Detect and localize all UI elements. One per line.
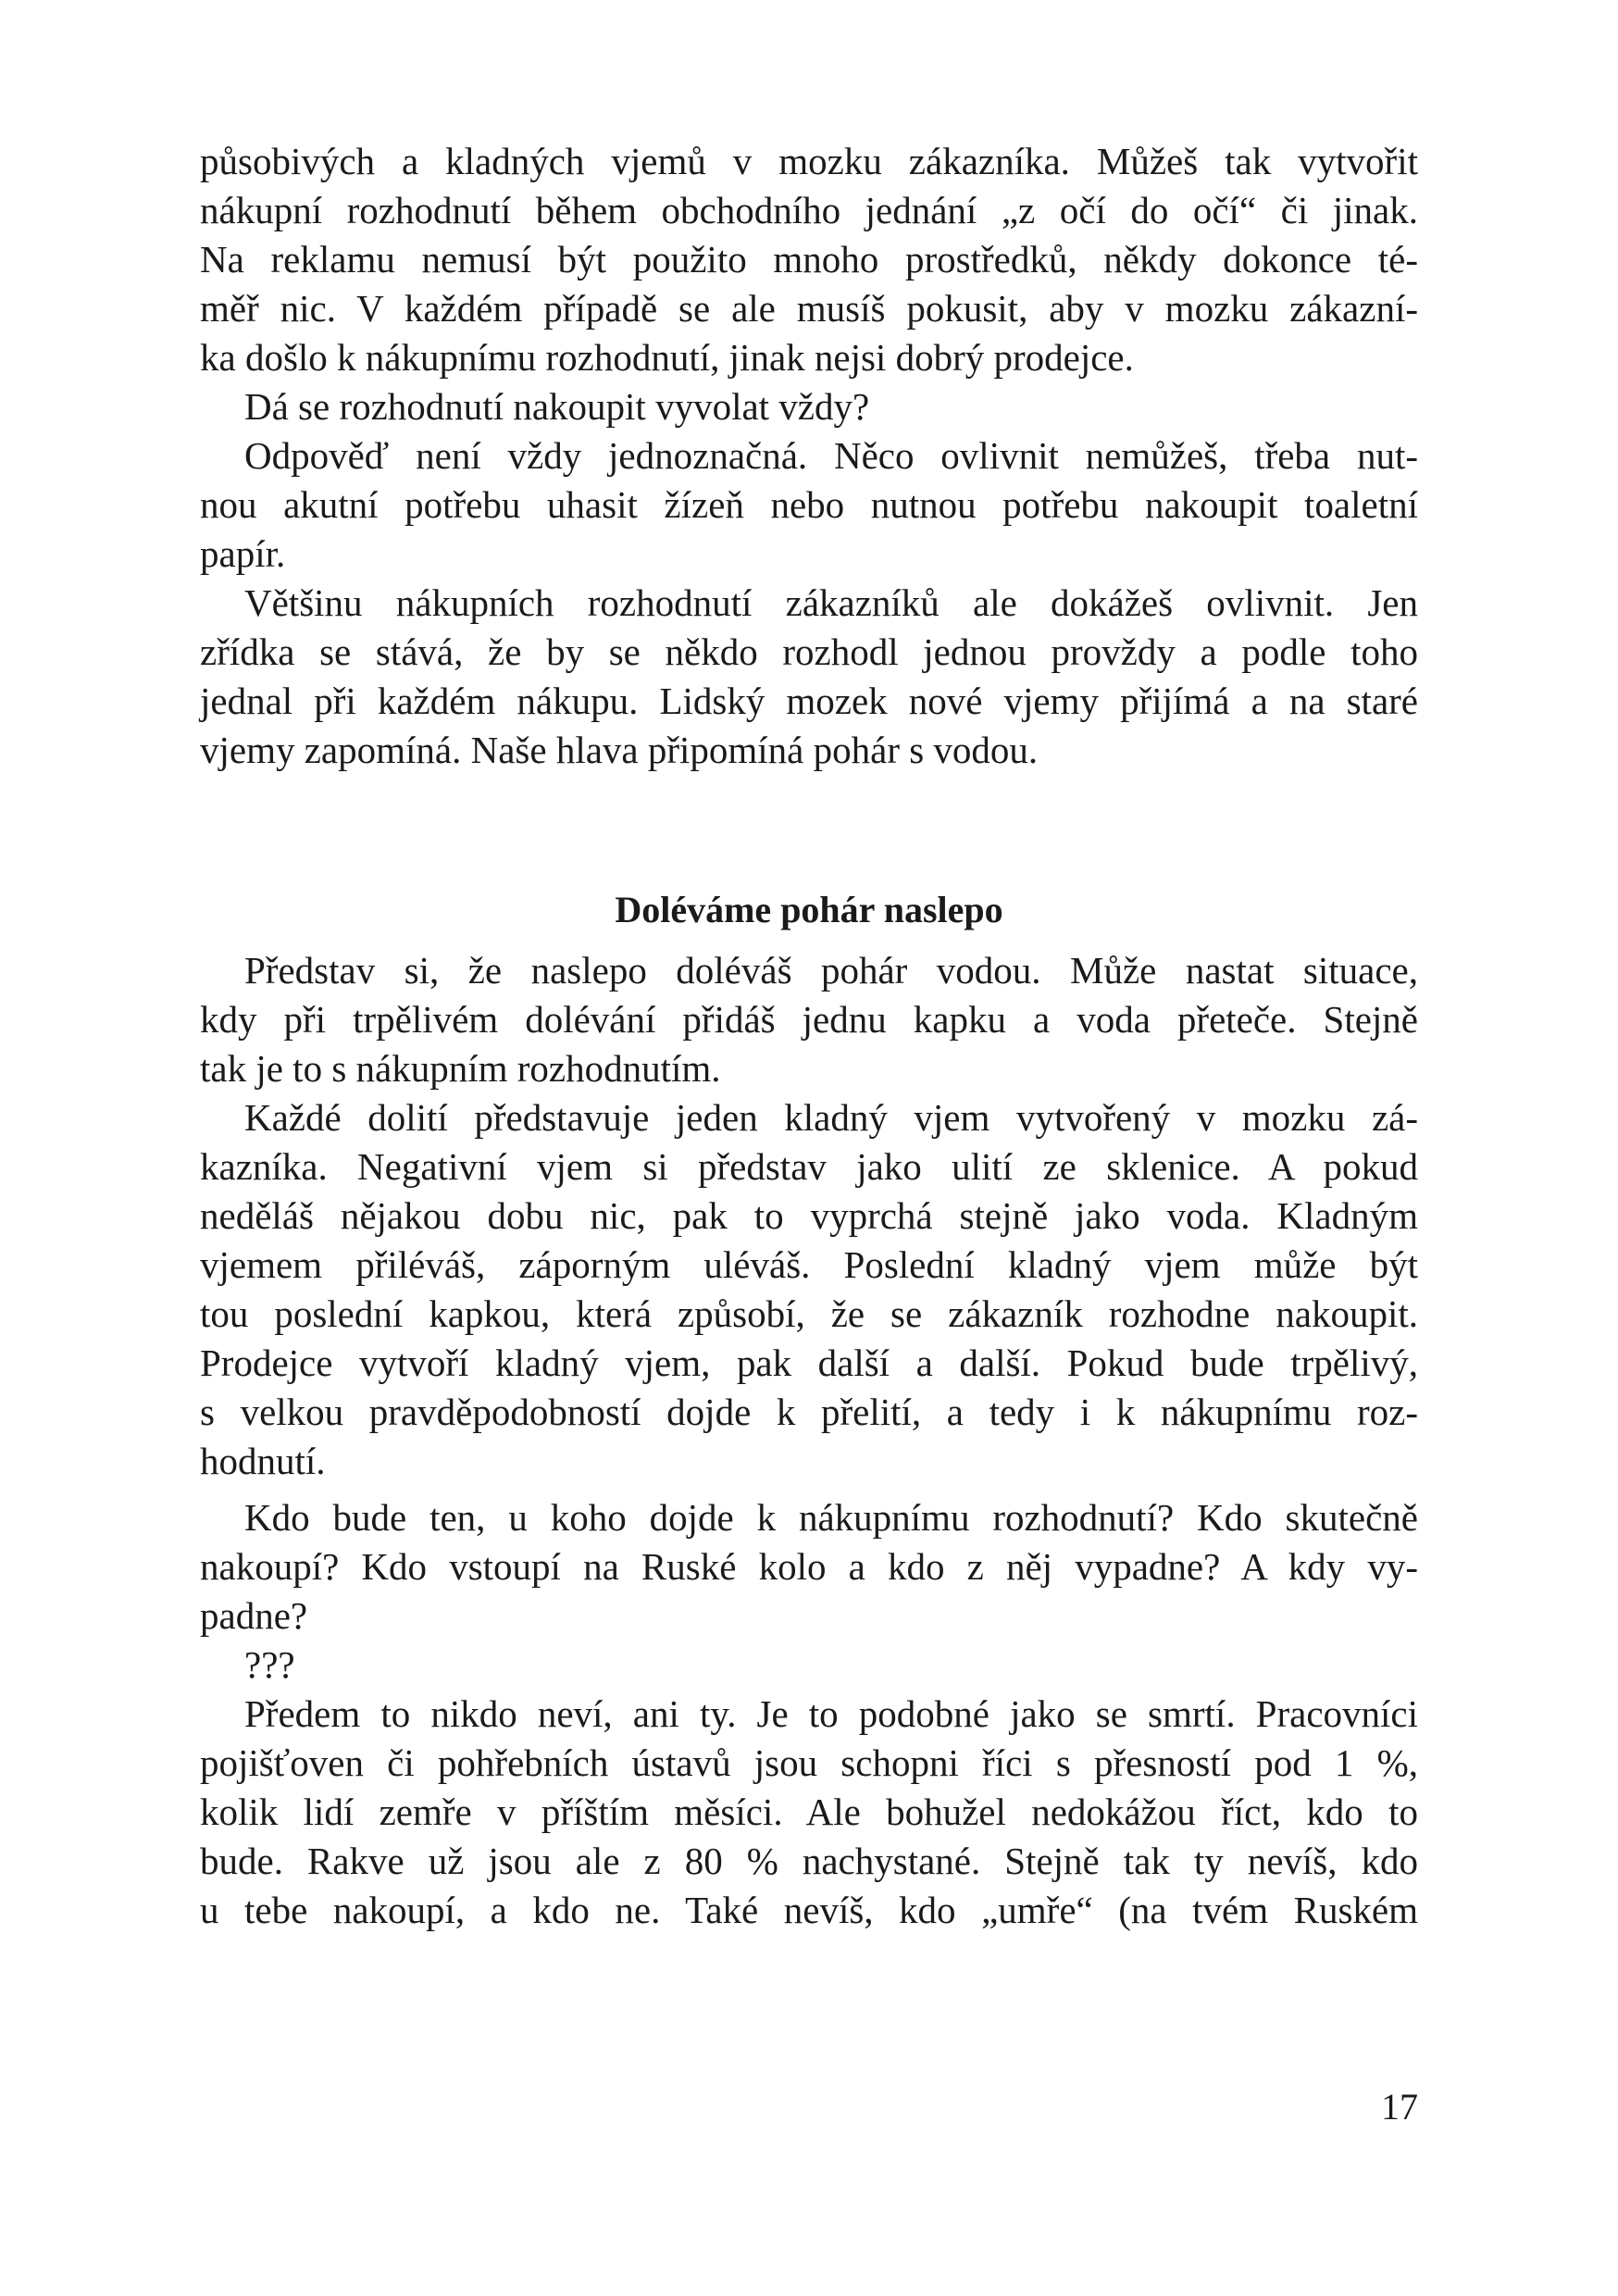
text-line: Na reklamu nemusí být použito mnoho prostředků, někdy dokonce té- [200, 238, 1418, 281]
text-line: kazníka. Negativní vjem si představ jako ulití ze sklenice. A pokud [200, 1145, 1418, 1188]
text-line: zřídka se stává, že by se někdo rozhodl jednou provždy a podle toho [200, 630, 1418, 673]
text-line: vjemy zapomíná. Naše hlava připomíná pohár s vodou. [200, 729, 1039, 771]
text-block-intro [200, 137, 1418, 775]
text-line: nakoupí? Kdo vstoupí na Ruské kolo a kdo z něj vypadne? A kdy vy- [200, 1545, 1418, 1588]
text-line: nákupní rozhodnutí během obchodního jednání „z očí do očí“ či jinak. [200, 189, 1418, 231]
text-line: Prodejce vytvoří kladný vjem, pak další a další. Pokud bude trpělivý, [200, 1341, 1418, 1384]
text-line: ??? [244, 1643, 295, 1686]
text-line: Dá se rozhodnutí nakoupit vyvolat vždy? [244, 385, 870, 428]
page-number: 17 [1381, 2086, 1418, 2128]
text-line: papír. [200, 532, 286, 575]
text-line: Představ si, že naslepo doléváš pohár vodou. Může nastat situace, [244, 949, 1418, 992]
text-line: Většinu nákupních rozhodnutí zákazníků ale dokážeš ovlivnit. Jen [244, 581, 1418, 624]
text-line: padne? [200, 1594, 308, 1637]
text-line: působivých a kladných vjemů v mozku zákazníka. Můžeš tak vytvořit [200, 140, 1418, 182]
text-line: měř nic. V každém případě se ale musíš pokusit, aby v mozku zákazní- [200, 287, 1418, 330]
section-heading: Doléváme pohár naslepo [615, 889, 1003, 930]
text-line: kolik lidí zemře v příštím měsíci. Ale bohužel nedokážou říct, kdo to [200, 1791, 1418, 1833]
text-line: kdy při trpělivém dolévání přidáš jednu kapku a voda přeteče. Stejně [200, 998, 1418, 1041]
text-line: neděláš nějakou dobu nic, pak to vyprchá stejně jako voda. Kladným [200, 1194, 1418, 1237]
text-line: Předem to nikdo neví, ani ty. Je to podobné jako se smrtí. Pracovníci [244, 1692, 1418, 1735]
text-line: tou poslední kapkou, která způsobí, že se zákazník rozhodne nakoupit. [200, 1292, 1418, 1335]
text-line: bude. Rakve už jsou ale z 80 % nachystané. Stejně tak ty nevíš, kdo [200, 1840, 1418, 1882]
text-line: tak je to s nákupním rozhodnutím. [200, 1047, 721, 1090]
text-line: jednal při každém nákupu. Lidský mozek nové vjemy přijímá a na staré [200, 680, 1418, 722]
text-line: Odpověď není vždy jednoznačná. Něco ovlivnit nemůžeš, třeba nut- [244, 434, 1418, 477]
text-line: pojišťoven či pohřebních ústavů jsou schopni říci s přesností pod 1 %, [200, 1741, 1418, 1784]
text-line: nou akutní potřebu uhasit žízeň nebo nutnou potřebu nakoupit toaletní [200, 483, 1418, 526]
text-line: s velkou pravděpodobností dojde k přelití, a tedy i k nákupnímu roz- [200, 1391, 1418, 1433]
text-line: ka došlo k nákupnímu rozhodnutí, jinak nejsi dobrý prodejce. [200, 336, 1134, 379]
text-block-section [200, 946, 1418, 1486]
text-line: Každé dolití představuje jeden kladný vjem vytvořený v mozku zá- [244, 1096, 1418, 1139]
text-line: Kdo bude ten, u koho dojde k nákupnímu rozhodnutí? Kdo skutečně [244, 1496, 1418, 1539]
text-line: vjemem přiléváš, záporným uléváš. Poslední kladný vjem může být [200, 1243, 1418, 1286]
text-line: u tebe nakoupí, a kdo ne. Také nevíš, kdo „umře“ (na tvém Ruském [200, 1889, 1418, 1931]
text-line: hodnutí. [200, 1440, 326, 1482]
text-block-closing [200, 1493, 1418, 1935]
